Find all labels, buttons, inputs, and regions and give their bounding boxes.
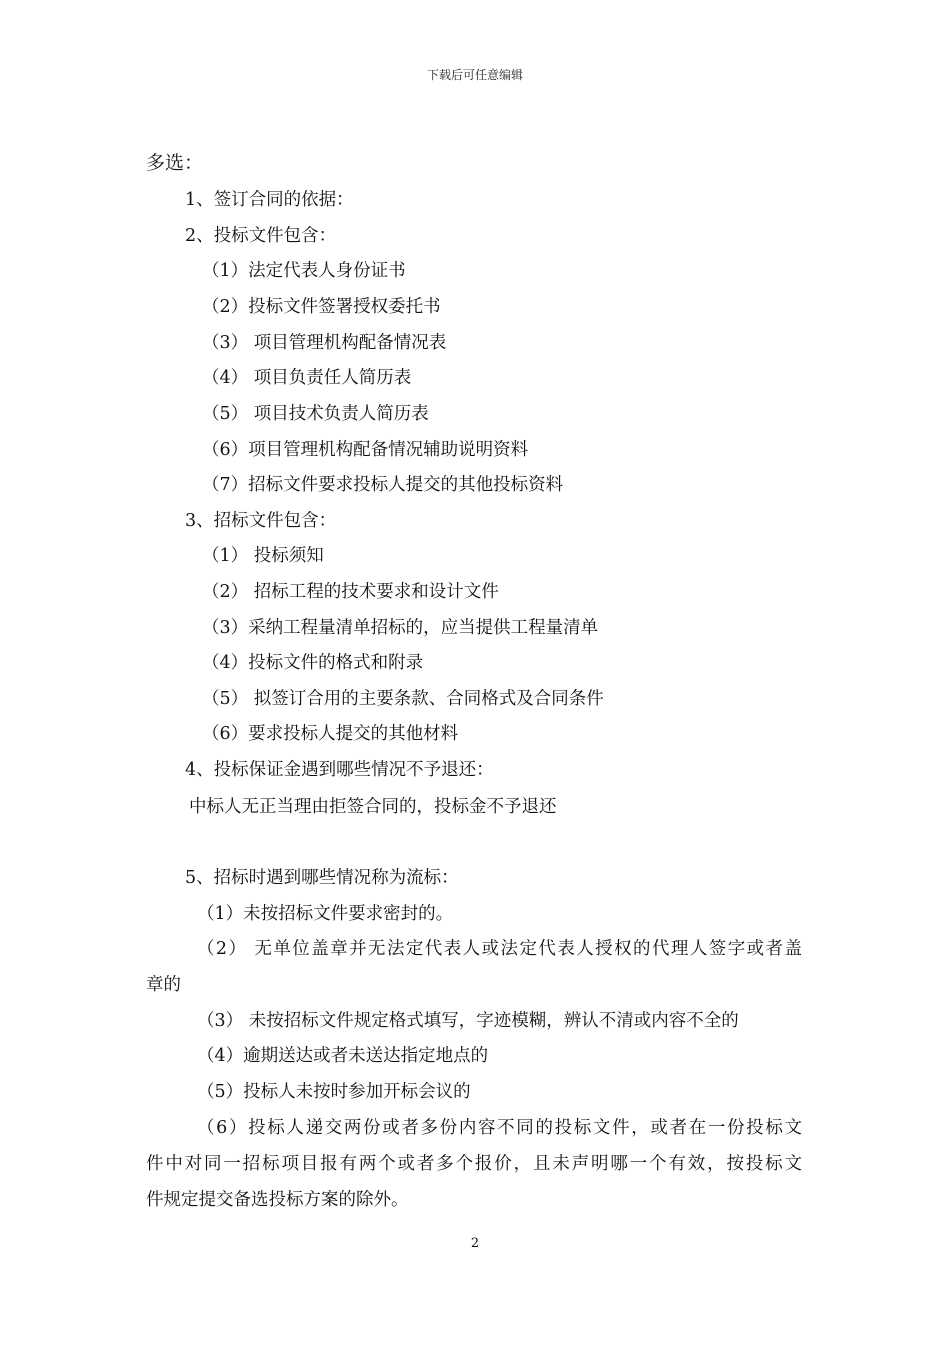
list-item: （2）投标文件签署授权委托书 [202, 297, 441, 317]
list-item: （4）逾期送达或者未送达指定地点的 [197, 1046, 489, 1066]
page-header: 下载后可任意编辑 [426, 68, 523, 82]
list-item: （5） 项目技术负责人简历表 [202, 404, 429, 424]
list-item: （6）项目管理机构配备情况辅助说明资料 [202, 440, 529, 460]
list-item: （4）投标文件的格式和附录 [202, 653, 424, 673]
list-item-continuation: 件中对同一招标项目报有两个或者多个报价，且未声明哪一个有效，按投标文 [146, 1154, 802, 1174]
section-title: 多选： [146, 152, 204, 174]
list-item: （3） 项目管理机构配备情况表 [202, 333, 447, 353]
list-item: （4） 项目负责任人简历表 [202, 368, 412, 388]
list-item: （5）投标人未按时参加开标会议的 [197, 1082, 471, 1102]
list-item: （1） 投标须知 [202, 546, 324, 566]
question-5-heading: 5、招标时遇到哪些情况称为流标： [185, 868, 459, 888]
question-4-answer: 中标人无正当理由拒签合同的，投标金不予退还 [189, 797, 557, 817]
list-item: （3）采纳工程量清单招标的，应当提供工程量清单 [202, 618, 599, 638]
question-4-heading: 4、投标保证金遇到哪些情况不予退还： [185, 760, 494, 780]
list-item: （2） 招标工程的技术要求和设计文件 [202, 582, 499, 602]
page-number: 2 [470, 1236, 480, 1251]
question-2-heading: 2、投标文件包含： [185, 226, 337, 246]
list-item-continuation: 章的 [146, 975, 181, 995]
question-1-heading: 1、签订合同的依据： [185, 190, 354, 210]
list-item: （6）要求投标人提交的其他材料 [202, 724, 459, 744]
list-item: （2） 无单位盖章并无法定代表人或法定代表人授权的代理人签字或者盖 [197, 939, 802, 959]
list-item-continuation: 件规定提交备选投标方案的除外。 [146, 1190, 409, 1210]
list-item: （7）招标文件要求投标人提交的其他投标资料 [202, 475, 564, 495]
question-3-heading: 3、招标文件包含： [185, 511, 337, 531]
list-item: （3） 未按招标文件规定格式填写，字迹模糊，辨认不清或内容不全的 [197, 1011, 739, 1031]
list-item: （5） 拟签订合用的主要条款、合同格式及合同条件 [202, 689, 604, 709]
list-item: （6）投标人递交两份或者多份内容不同的投标文件，或者在一份投标文 [197, 1118, 802, 1138]
list-item: （1）未按招标文件要求密封的。 [197, 904, 454, 924]
list-item: （1）法定代表人身份证书 [202, 261, 406, 281]
